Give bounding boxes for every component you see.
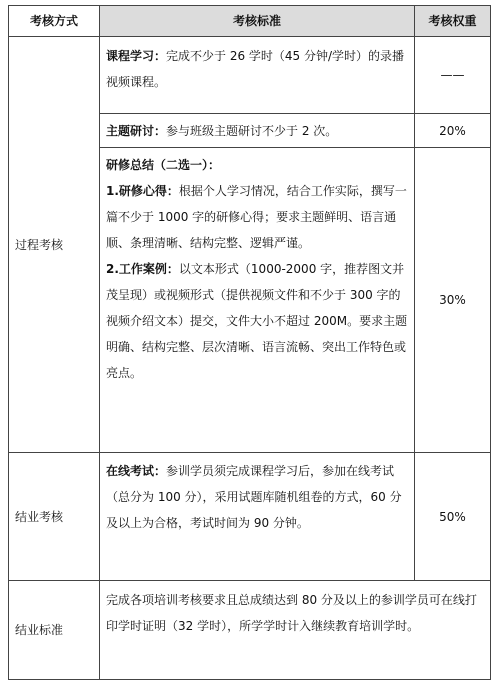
final-cell xyxy=(100,453,415,581)
course-weight: —— xyxy=(415,37,491,114)
final-weight: 50% xyxy=(415,453,491,581)
final-text: 参训学员须完成课程学习后，参加在线考试（总分为 100 分），采用试题库随机组卷的方式，60 分及以上为合格，考试时间为 90 分钟。 xyxy=(106,464,402,530)
summary-option-1 xyxy=(106,178,408,256)
process-method-cell: 过程考核 xyxy=(9,37,100,453)
final-method-cell: 结业考核 xyxy=(9,453,100,581)
summary-weight: 30% xyxy=(415,148,491,453)
standard-method-cell: 结业标准 xyxy=(9,581,100,680)
summary-title: 研修总结（二选一）： xyxy=(106,158,221,172)
header-standard: 考核标准 xyxy=(100,6,415,37)
course-text: 完成不少于 26 学时（45 分钟/学时）的录播视频课程。 xyxy=(106,49,405,89)
option-1-title: 1.研修心得： xyxy=(106,184,179,198)
row-standard xyxy=(9,581,491,680)
row-course xyxy=(9,37,491,114)
row-final xyxy=(9,453,491,581)
topic-text: 参与班级主题研讨不少于 2 次。 xyxy=(166,123,338,138)
option-2-title: 2.工作案例： xyxy=(106,262,179,276)
option-1-text: 根据个人学习情况，结合工作实际，撰写一篇不少于 1000 字的研修心得；要求主题鲜明、语言通顺、条理清晰、结构完整、逻辑严谨。 xyxy=(106,184,407,250)
option-2-text: 以文本形式（1000-2000 字，推荐图文并茂呈现）或视频形式（提供视频文件和不少于 300 字的视频介绍文本）提交，文件大小不超过 200M。要求主题明确、结构完整、层次清晰、语言流畅、突出工作特色或亮点。 xyxy=(106,262,408,380)
header-method: 考核方式 xyxy=(9,6,100,37)
summary-cell xyxy=(100,148,415,453)
assessment-table xyxy=(8,5,491,680)
course-cell xyxy=(100,37,415,114)
final-title: 在线考试： xyxy=(106,464,167,478)
topic-cell xyxy=(100,114,415,148)
standard-cell: 完成各项培训考核要求且总成绩达到 80 分及以上的参训学员可在线打印学时证明（32 学时），所学学时计入继续教育培训学时。 xyxy=(100,581,491,680)
header-row xyxy=(9,6,491,37)
summary-option-2 xyxy=(106,256,408,386)
course-title: 课程学习： xyxy=(106,49,167,63)
header-weight: 考核权重 xyxy=(415,6,491,37)
topic-weight: 20% xyxy=(415,114,491,148)
topic-title: 主题研讨： xyxy=(106,123,167,138)
